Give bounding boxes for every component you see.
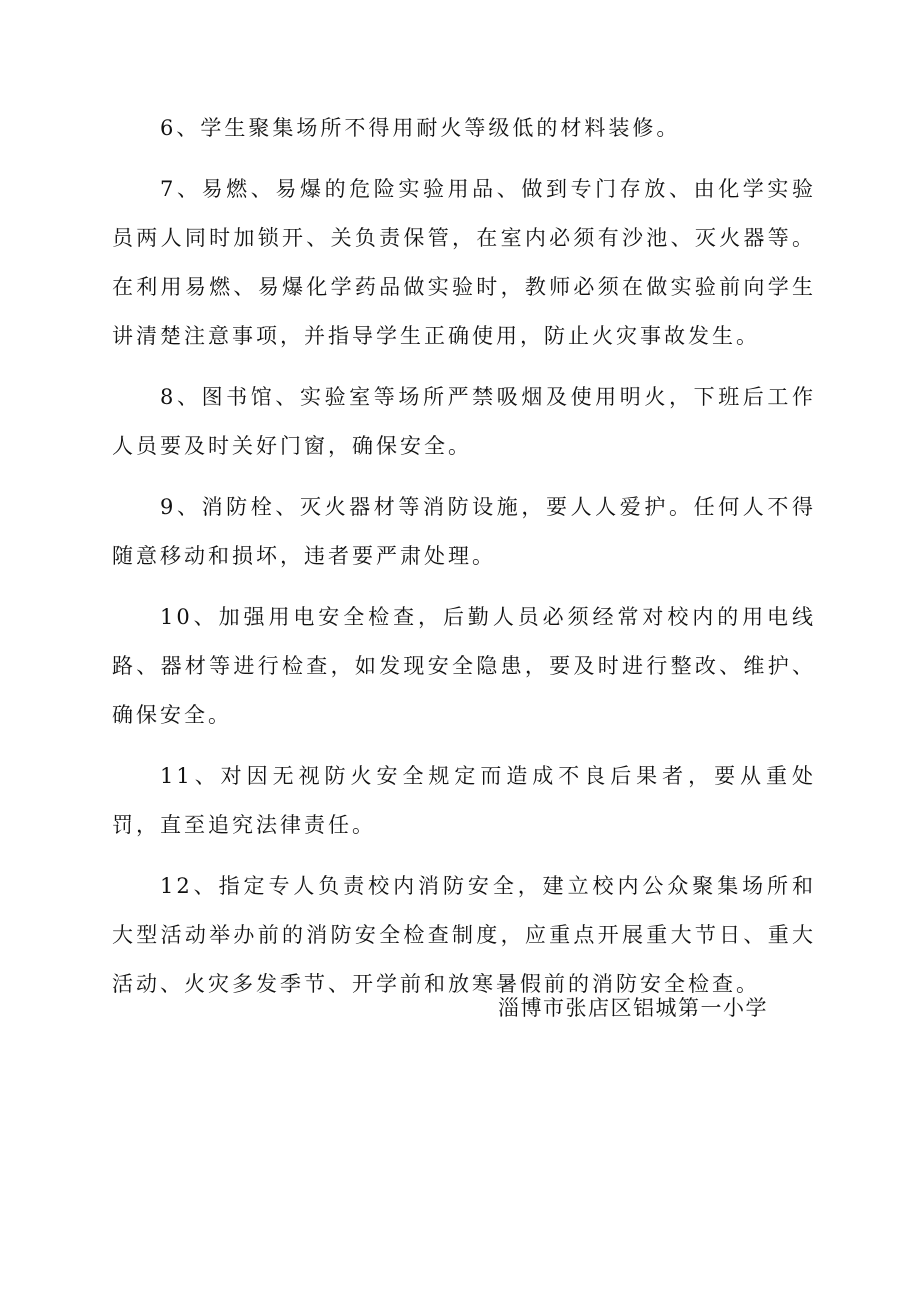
document-body: [112, 104, 816, 1021]
rule-item-12: 12、指定专人负责校内消防安全，建立校内公众聚集场所和大型活动举办前的消防安全检查制度，应重点开展重大节日、重大活动、火灾多发季节、开学前和放寒暑假前的消防安全检查。: [112, 874, 816, 996]
rule-item-11: 11、对因无视防火安全规定而造成不良后果者，要从重处罚，直至追究法律责任。: [112, 764, 816, 837]
signature-school-name: 淄博市张店区铝城第一小学: [498, 996, 768, 1020]
rule-item-10: 10、加强用电安全检查，后勤人员必须经常对校内的用电线路、器材等进行检查，如发现安全隐患，要及时进行整改、维护、确保安全。: [112, 605, 816, 727]
rule-item-9: 9、消防栓、灭火器材等消防设施，要人人爱护。任何人不得随意移动和损坏，违者要严肃处理。: [112, 495, 816, 568]
rule-item-8: 8、图书馆、实验室等场所严禁吸烟及使用明火，下班后工作人员要及时关好门窗，确保安全。: [112, 385, 816, 458]
rule-item-6: 6、学生聚集场所不得用耐火等级低的材料装修。: [160, 116, 681, 140]
rule-item-7: 7、易燃、易爆的危险实验用品、做到专门存放、由化学实验员两人同时加锁开、关负责保管，在室内必须有沙池、灭火器等。在利用易燃、易爆化学药品做实验时，教师必须在做实验前向学生讲清楚注意事项，并指导学生正确使用，防止火灾事故发生。: [112, 177, 816, 348]
